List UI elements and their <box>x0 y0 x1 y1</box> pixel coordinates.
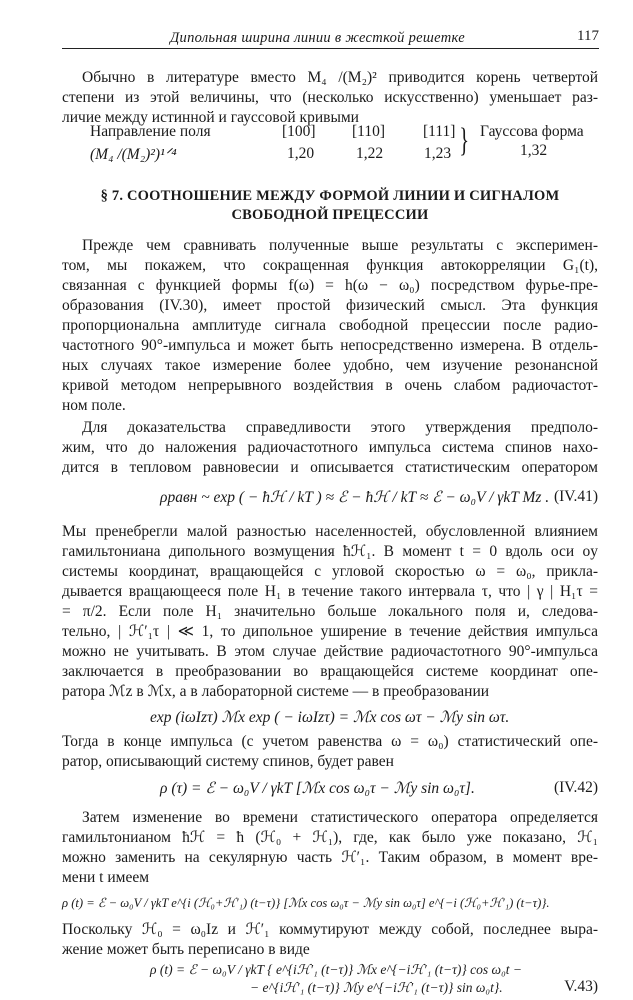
para3-line: дится в тепловом равновесии и описывается статистическим оператором <box>62 459 598 476</box>
para2-line: том, мы покажем, что сокращенная функция автокорреляции G₁(t), <box>62 257 598 274</box>
equation-number-iv41: (IV.41) <box>553 488 598 505</box>
brace-symbol: } <box>459 122 470 159</box>
para6-line: Затем изменение во времени статистического оператора определяется <box>82 809 598 826</box>
para1-line: степени из этой величины, что (несколько искусственно) уменьшает раз- <box>62 89 598 106</box>
table-gauss-value: 1,32 <box>520 142 548 159</box>
para3-line: Для доказательства справедливости этого утверждения предполо- <box>82 419 598 436</box>
table-row2-label: (M₄ /(M₂)²)¹ᐟ⁴ <box>90 146 177 163</box>
para4-line: дывается вращающееся поле H₁ в течение такого интервала τ, что | γ | H₁τ = <box>62 583 598 600</box>
section-heading-line2: СВОБОДНОЙ ПРЕЦЕССИИ <box>231 207 429 223</box>
para4-line: гамильтониана дипольного возмущения ħℋ₁. В момент t = 0 вдоль оси oy <box>62 543 598 560</box>
equation-time-evolution: ρ (t) = ℰ − ω₀V / γkT e^{i (ℋ₀+ℋ′₁) (t−τ)} [ℳx cos ω₀τ − ℳy sin ω₀τ] e^{−i (ℋ₀+ℋ′₁) (t−τ)}. <box>62 896 550 910</box>
para2-line: Прежде чем сравнивать полученные выше результаты с эксперимен- <box>82 237 598 254</box>
para4-line: заключается в преобразовании во вращающейся системе координат опе- <box>62 663 598 680</box>
running-header <box>62 26 599 49</box>
para1-line: Обычно в литературе вместо M₄ /(M₂)² приводится корень четвертой <box>82 69 598 86</box>
para2-line: частотного 90°-импульса и может быть непосредственно измерена. В отдель- <box>62 337 598 354</box>
equation-rotation: exp (iωIzτ) ℳx exp ( − iωIzτ) = ℳx cos ωτ − ℳy sin ωτ. <box>150 709 510 726</box>
table-val-100: 1,20 <box>287 145 315 162</box>
para6-line: гамильтонианом ħℋ = ħ (ℋ₀ + ℋ₁), где, как было уже показано, ℋ₁ <box>62 829 598 846</box>
para4-line: = π/2. Если поле H₁ значительно больше локального поля и, следова- <box>62 603 598 620</box>
para3-line: жим, что до наложения радиочастотного импульса система спинов нахо- <box>62 439 598 456</box>
para2-line: образования (IV.30), имеет простой физический смысл. Эта функция <box>62 297 598 314</box>
equation-iv43-line2: − e^{iℋ′₁ (t−τ)} ℳy e^{−iℋ′₁ (t−τ)} sin ω₀t}. <box>250 980 503 995</box>
para2-line: ных случаях такое измерение более удобно, чем изучение резонансной <box>62 357 598 374</box>
equation-iv42: ρ (τ) = ℰ − ω₀V / γkT [ℳx cos ω₀τ − ℳy sin ω₀τ]. <box>160 780 475 797</box>
para6-line: можно заменить на секулярную часть ℋ′₁. Таким образом, в момент вре- <box>62 849 598 866</box>
page-number: 117 <box>577 28 599 44</box>
para4-line: Мы пренебрегли малой разностью населенностей, обусловленной влиянием <box>62 523 598 540</box>
table-col-100: [100] <box>282 123 316 140</box>
para2-line: пропорциональна амплитуде сигнала свободной прецессии после радио- <box>62 317 598 334</box>
equation-iv43-line1: ρ (t) = ℰ − ω₀V / γkT { e^{iℋ′₁ (t−τ)} ℳx e^{−iℋ′₁ (t−τ)} cos ω₀t − <box>150 962 523 977</box>
equation-number-iv43: V.43) <box>564 978 598 995</box>
para5-line: ратор, описывающий систему спинов, будет равен <box>62 753 394 770</box>
table-row1-label: Направление поля <box>90 123 211 140</box>
running-title: Дипольная ширина линии в жесткой решетке <box>170 30 465 46</box>
para4-line: системы координат, вращающейся с угловой скоростью ω = ω₀, прикла- <box>62 563 598 580</box>
equation-number-iv42: (IV.42) <box>553 779 598 796</box>
table-val-111: 1,23 <box>424 145 452 162</box>
section-heading-line1: § 7. СООТНОШЕНИЕ МЕЖДУ ФОРМОЙ ЛИНИИ И СИГНАЛОМ <box>100 188 560 204</box>
para5-line: Тогда в конце импульса (с учетом равенства ω = ω₀) статистический опе- <box>62 733 598 750</box>
table-col-110: [110] <box>352 123 385 140</box>
para4-line: можно не учитывать. В этом случае действие радиочастотного 90°-импульса <box>62 643 598 660</box>
table-col-111: [111] <box>423 123 456 140</box>
para7-line: жение может быть переписано в виде <box>62 941 310 958</box>
equation-iv41: ρравн ~ exp ( − ħℋ / kT ) ≈ ℰ − ħℋ / kT ≈ ℰ − ω₀V / γkT Mz . <box>160 489 550 506</box>
para7-line: Поскольку ℋ₀ = ω₀Iz и ℋ′₁ коммутируют между собой, последнее выра- <box>62 921 598 938</box>
para4-line: тельно, | ℋ′₁τ | ≪ 1, то дипольное уширение в течение действия импульса <box>62 623 598 640</box>
para4-line: ратора ℳz в ℳx, а в лабораторной системе — в преобразовании <box>62 683 490 700</box>
para1-line: личие между истинной и гауссовой кривыми <box>62 109 359 126</box>
para2-line: кривой методом непрерывного воздействия в очень слабом радиочастот- <box>62 377 598 394</box>
table-val-110: 1,22 <box>356 145 384 162</box>
para6-line: мени t имеем <box>62 869 150 886</box>
para2-line: ном поле. <box>62 397 126 414</box>
para2-line: связанная с функцией формы f(ω) = h(ω − ω₀) посредством фурье-пре- <box>62 277 598 294</box>
table-gauss-label: Гауссова форма <box>480 123 584 140</box>
